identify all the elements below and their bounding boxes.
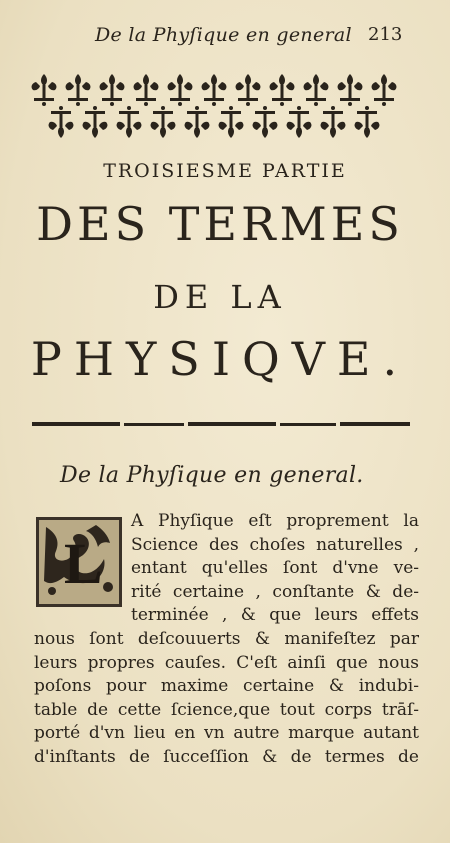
main-title-line-1: DES TERMES: [36, 197, 404, 251]
body-line: d'inſtants de ſucceſſion & de termes de: [34, 746, 419, 767]
body-paragraph: [34, 510, 419, 770]
body-line: porté d'vn lieu en vn autre marque autant: [34, 723, 419, 744]
main-title-line-3: PHYSIQVE.: [30, 332, 410, 386]
running-head: [0, 22, 450, 52]
body-line: nous ſont deſcouuerts & manifeſtez par: [34, 628, 419, 649]
body-line: poſons pour maxime certaine & indubi-: [34, 676, 419, 697]
body-line: terminée , & que leurs effets: [131, 605, 419, 626]
body-line: A Phyſique eſt proprement la: [131, 511, 419, 531]
svg-text:L: L: [64, 531, 103, 596]
part-title: TROISIESME PARTIE: [103, 160, 347, 182]
body-line: Science des choſes naturelles ,: [131, 534, 419, 555]
body-line: table de cette ſcience,que tout corps trāſ-: [34, 699, 419, 720]
running-head-title: De la Phyſique en general: [95, 24, 352, 46]
main-title-line-2: DE LA: [153, 278, 287, 316]
section-heading: De la Phyſique en general.: [60, 463, 364, 488]
body-line: leurs propres cauſes. C'eſt ainſi que nous: [34, 652, 419, 673]
fleuron-ornament-band: [30, 70, 408, 142]
body-line: entant qu'elles ſont d'vne ve-: [131, 558, 419, 579]
body-line: rité certaine , conſtante & de-: [131, 581, 419, 602]
decorative-rule: [32, 418, 410, 432]
page-number: 213: [368, 24, 403, 45]
